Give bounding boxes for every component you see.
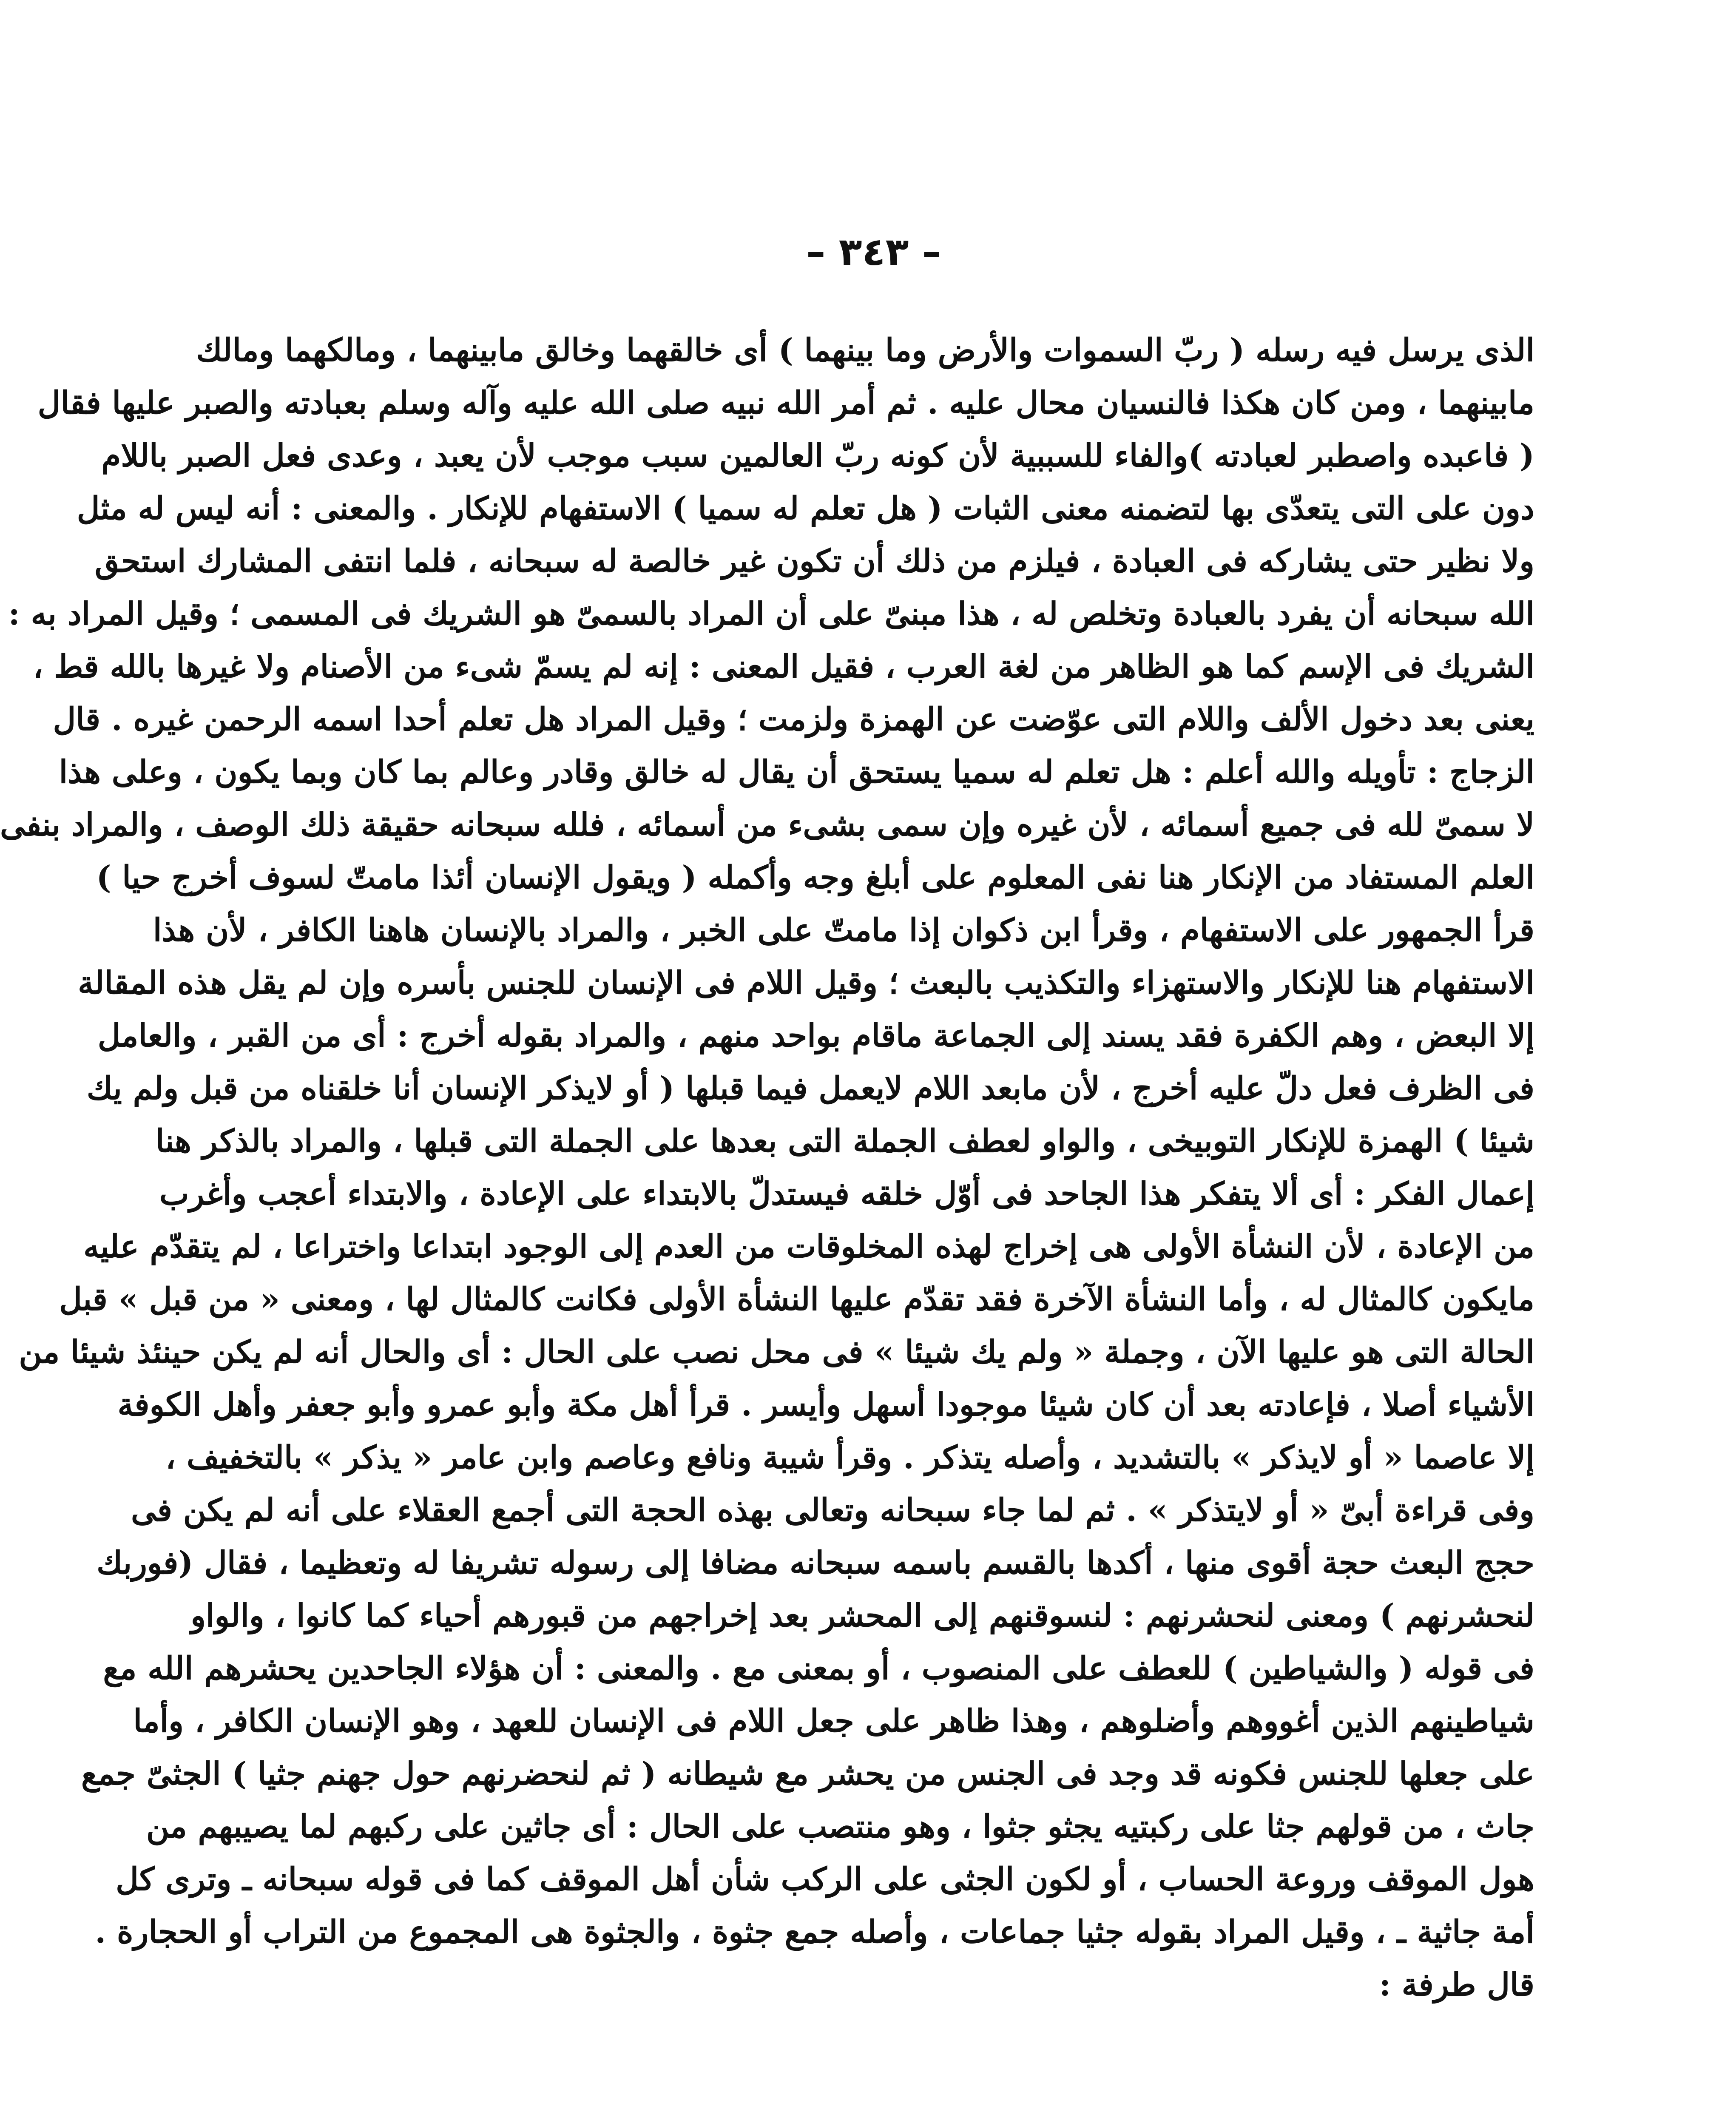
text-line: إعمال الفكر : أى ألا يتفكر هذا الجاحد فى أوّل خلقه فيستدلّ بالابتداء على الإعادة ، والابتداء أعجب وأغرب [159,1176,1534,1212]
text-line: يعنى بعد دخول الألف واللام التى عوّضت عن الهمزة ولزمت ؛ وقيل المراد هل تعلم أحدا اسمه الرحمن غيره . قال [53,701,1534,738]
text-line: شيئا ) الهمزة للإنكار التوبيخى ، والواو لعطف الجملة التى بعدها على الجملة التى قبلها ، والمراد بالذكر هنا [156,1123,1534,1160]
text-line: دون على التى يتعدّى بها لتضمنه معنى الثبات ( هل تعلم له سميا ) الاستفهام للإنكار . والمعنى : أنه ليس له مثل [77,490,1534,527]
text-line: شياطينهم الذين أغووهم وأضلوهم ، وهذا ظاهر على جعل اللام فى الإنسان للعهد ، وهو الإنسان الكافر ، وأما [133,1703,1534,1739]
text-line: فى الظرف فعل دلّ عليه أخرج ، لأن مابعد اللام لايعمل فيما قبلها ( أو لايذكر الإنسان أنا خلقناه من قبل ولم يك [86,1070,1534,1107]
text-line: على جعلها للجنس فكونه قد وجد فى الجنس من يحشر مع شيطانه ( ثم لنحضرنهم حول جهنم جثيا ) الجثىّ جمع [81,1756,1534,1792]
text-line: لنحشرنهم ) ومعنى لنحشرنهم : لنسوقنهم إلى المحشر بعد إخراجهم من قبورهم أحياء كما كانوا ، والواو [190,1597,1534,1634]
text-line: ( فاعبده واصطبر لعبادته )والفاء للسببية لأن كونه ربّ العالمين سبب موجب لأن يعبد ، وعدى فعل الصبر باللام [101,438,1534,474]
text-line: فى قوله ( والشياطين ) للعطف على المنصوب ، أو بمعنى مع . والمعنى : أن هؤلاء الجاحدين يحشرهم الله مع [103,1650,1534,1687]
text-line: الزجاج : تأويله والله أعلم : هل تعلم له سميا يستحق أن يقال له خالق وقادر وعالم بما كان وبما يكون ، وعلى هذا [59,754,1534,790]
text-line: الذى يرسل فيه رسله ( ربّ السموات والأرض وما بينهما ) أى خالقهما وخالق مابينهما ، ومالكهما ومالك [196,332,1534,369]
text-line: لا سمىّ لله فى جميع أسمائه ، لأن غيره وإن سمى بشىء من أسمائه ، فلله سبحانه حقيقة ذلك الوصف ، والمراد بنفى [0,807,1534,843]
text-line: الاستفهام هنا للإنكار والاستهزاء والتكذيب بالبعث ؛ وقيل اللام فى الإنسان للجنس بأسره وإن لم يقل هذه المقالة [78,965,1534,1001]
text-line: وفى قراءة أبىّ « أو لايتذكر » . ثم لما جاء سبحانه وتعالى بهذه الحجة التى أجمع العقلاء على أنه لم يكن فى [131,1492,1534,1529]
text-line: إلا البعض ، وهم الكفرة فقد يسند إلى الجماعة ماقام بواحد منهم ، والمراد بقوله أخرج : أى من القبر ، والعامل [97,1018,1534,1054]
text-line: ولا نظير حتى يشاركه فى العبادة ، فيلزم من ذلك أن تكون غير خالصة له سبحانه ، فلما انتفى المشارك استحق [94,543,1534,580]
text-line: الشريك فى الإسم كما هو الظاهر من لغة العرب ، فقيل المعنى : إنه لم يسمّ شىء من الأصنام ولا غيرها بالله قط ، [33,648,1534,685]
text-line: قال طرفة : [1379,1967,1534,2003]
text-line: هول الموقف وروعة الحساب ، أو لكون الجثى على الركب شأن أهل الموقف كما فى قوله سبحانه ـ وترى كل [116,1861,1534,1898]
text-line: مايكون كالمثال له ، وأما النشأة الآخرة فقد تقدّم عليها النشأة الأولى فكانت كالمثال لها ، ومعنى « من قبل » قبل [59,1281,1534,1318]
text-line: إلا عاصما « أو لايذكر » بالتشديد ، وأصله يتذكر . وقرأ شيبة ونافع وعاصم وابن عامر « يذكر » بالتخفيف ، [165,1439,1534,1476]
body-text [0,324,1534,2011]
text-line: العلم المستفاد من الإنكار هنا نفى المعلوم على أبلغ وجه وأكمله ( ويقول الإنسان أئذا مامتّ لسوف أخرج حيا ) [96,859,1534,896]
text-line: الأشياء أصلا ، فإعادته بعد أن كان شيئا موجودا أسهل وأيسر . قرأ أهل مكة وأبو عمرو وأبو جعفر وأهل الكوفة [117,1387,1534,1423]
text-line: الحالة التى هو عليها الآن ، وجملة « ولم يك شيئا » فى محل نصب على الحال : أى والحال أنه لم يكن حينئذ شيئا من [19,1334,1534,1370]
text-line: حجج البعث حجة أقوى منها ، أكدها بالقسم باسمه سبحانه مضافا إلى رسوله تشريفا له وتعظيما ، فقال (فوربك [97,1545,1534,1581]
text-line: الله سبحانه أن يفرد بالعبادة وتخلص له ، هذا مبنىّ على أن المراد بالسمىّ هو الشريك فى المسمى ؛ وقيل المراد به : [8,596,1534,632]
page-number: – ٣٤٣ – [806,230,941,274]
text-line: من الإعادة ، لأن النشأة الأولى هى إخراج لهذه المخلوقات من العدم إلى الوجود ابتداعا واختراعا ، لم يتقدّم عليه [83,1228,1534,1265]
text-line: جاث ، من قولهم جثا على ركبتيه يجثو جثوا ، وهو منتصب على الحال : أى جاثين على ركبهم لما يصيبهم من [146,1808,1534,1845]
text-line: مابينهما ، ومن كان هكذا فالنسيان محال عليه . ثم أمر الله نبيه صلى الله عليه وآله وسلم بعبادته والصبر عليها فقال [37,385,1534,421]
text-line: قرأ الجمهور على الاستفهام ، وقرأ ابن ذكوان إذا مامتّ على الخبر ، والمراد بالإنسان هاهنا الكافر ، لأن هذا [153,912,1534,949]
text-line: أمة جاثية ـ ، وقيل المراد بقوله جثيا جماعات ، وأصله جمع جثوة ، والجثوة هى المجموع من التراب أو الحجارة . [95,1914,1534,1950]
